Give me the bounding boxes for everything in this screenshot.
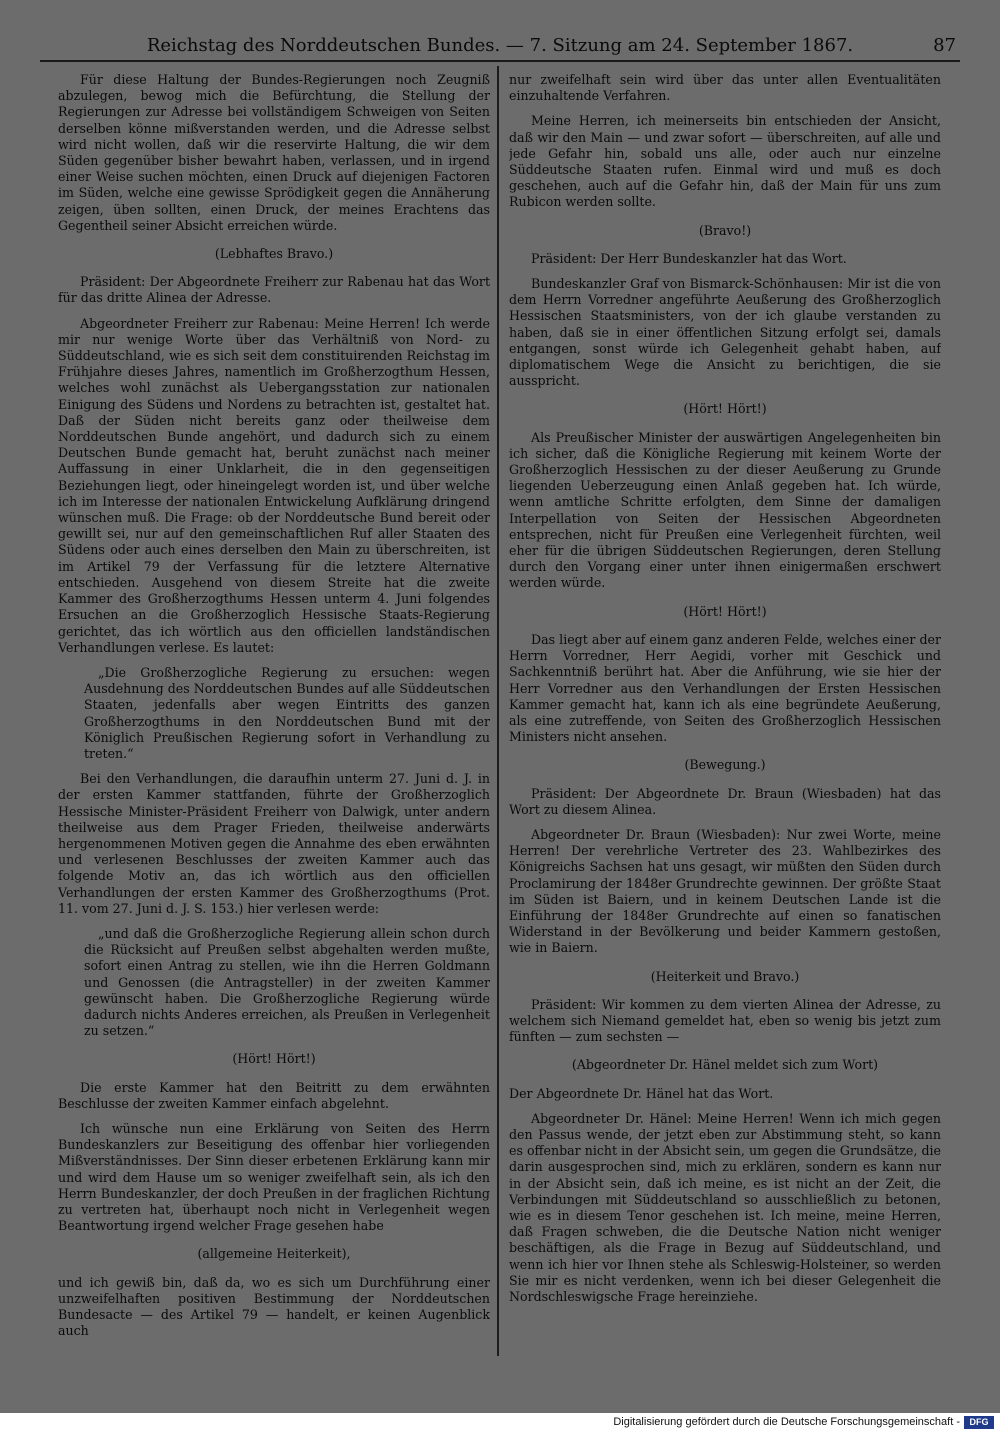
quotation: „und daß die Großherzogliche Regierung allein schon durch die Rücksicht auf Preußen selbst abgehalten werden mußte, sofort einen Antrag zu stellen, wie ihn die Herren Goldmann und Genossen (die Antragsteller) in der zweiten Kammer gewünscht haben. Die Großherzogliche Regierung würde dadurch nichts Anderes erreichen, als Preußen in Verlegenheit zu setzen.“: [84, 925, 490, 1039]
paragraph: Ich wünsche nun eine Erklärung von Seiten des Herrn Bundeskanzlers zur Beseitigung des offenbar hier vorliegenden Mißverständnisses. Der Sinn dieser erbetenen Erklärung kann mir und wird dem Hause um so weniger zweifelhaft sein, als ich den Herrn Bundeskanzler, der doch Preußen in der fraglichen Richtung zu vertreten hat, überhaupt noch nicht in Verlegenheit wegen Beantwortung irgend welcher Frage gesehen habe: [58, 1120, 490, 1234]
dfg-logo: DFG: [964, 1416, 994, 1429]
left-text-column: [58, 72, 490, 1357]
interjection: (Heiterkeit und Bravo.): [650, 968, 800, 984]
page-header: [40, 32, 960, 62]
paragraph: nur zweifelhaft sein wird über das unter allen Eventualitäten einzuhaltende Verfahren.: [509, 72, 941, 104]
quotation: „Die Großherzogliche Regierung zu ersuchen: wegen Ausdehnung des Norddeutschen Bundes auf alle Süddeutschen Staaten, jedenfalls aber wegen Eintritts des ganzen Großherzogthums in den Norddeutschen Bund mit der Königlich Preußischen Regierung sofort in Verhandlung zu treten.“: [84, 664, 490, 761]
paragraph: Abgeordneter Freiherr zur Rabenau: Meine Herren! Ich werde mir nur wenige Worte über das Verhältniß von Nord- zu Süddeutschland, wie es sich seit dem constituirenden Reichstag im Frühjahre dieses Jahres, namentlich im Großherzogthum Hessen, welches wohl zunächst als Uebergangsstation zur nationalen Einigung des Südens und Nordens zu betrachten ist, gestaltet hat. Daß der Süden nicht bereits ganz oder theilweise dem Norddeutschen Bunde angehört, und dadurch sich zu einem Deutschen Bunde gemacht hat, beruht zunächst nach meiner Auffassung in einer Unklarheit, die in den gegenseitigen Beziehungen liegt, oder hineingelegt worden ist, und über welche ich im Interesse der nationalen Entwickelung Aufklärung dringend wünschen muß. Die Frage: ob der Norddeutsche Bund bereit oder gewillt sei, nur auf den gemeinschaftlichen Ruf aller Staaten des Südens oder auch eines derselben den Main zu überschreiten, ist im Artikel 79 der Verfassung für die letztere Alternative entschieden. Ausgehend von diesem Streite hat die zweite Kammer des Großherzogthums Hessen unterm 4. Juni folgendes Ersuchen an die Großherzoglich Hessische Staats-Regierung gerichtet, das ich wörtlich aus den officiellen landständischen Verhandlungen verlese. Es lautet:: [58, 315, 490, 655]
right-text-column: [509, 72, 941, 1357]
footer-credit: Digitalisierung gefördert durch die Deutsche Forschungsgemeinschaft -: [613, 1416, 960, 1428]
interjection: (Bravo!): [698, 222, 752, 238]
header-title: Reichstag des Norddeutschen Bundes. — 7. Sitzung am 24. September 1867.: [146, 35, 854, 56]
paragraph: Meine Herren, ich meinerseits bin entschieden der Ansicht, daß wir den Main — und zwar sofort — überschreiten, auf alle und jede Gefahr hin, sobald uns alle, oder auch nur einzelne Süddeutsche Staaten rufen. Einmal wird und muß es doch geschehen, auch auf die Gefahr hin, daß der Main für uns zum Rubicon werden sollte.: [509, 113, 941, 210]
paragraph: Bei den Verhandlungen, die daraufhin unterm 27. Juni d. J. in der ersten Kammer stattfanden, führte der Großherzoglich Hessische Minister-Präsident Freiherr von Dalwigk, unter andern theilweise aus dem Prager Frieden, theilweise anderwärts hergenommenen Motiven gegen die Annahme des eben erwähnten und verlesenen Beschlusses der zweiten Kammer auch das folgende Motiv an, das ich wörtlich aus den officiellen Verhandlungen der ersten Kammer des Großherzogthums (Prot. 11. vom 27. Juni d. J. S. 153.) hier verlesen werde:: [58, 771, 490, 916]
interjection: (Hört! Hört!): [683, 401, 767, 417]
interjection: (Hört! Hört!): [683, 603, 767, 619]
paragraph: Präsident: Wir kommen zu dem vierten Alinea der Adresse, zu welchem sich Niemand gemeldet hat, eben so wenig bis jetzt zum fünften — zum sechsten —: [509, 996, 941, 1045]
interjection: (Abgeordneter Dr. Hänel meldet sich zum Wort): [571, 1057, 879, 1073]
paragraph: Das liegt aber auf einem ganz anderen Felde, welches einer der Herrn Vorredner, Herr Aegidi, vorher mit Geschick und Sachkenntniß berührt hat. Aber die Anführung, wie sie hier der Herr Vorredner aus den Verhandlungen der Ersten Hessischen Kammer gemacht hat, kann ich als eine begründete Aeußerung, als eine zutreffende, von Seiten des Großherzoglich Hessischen Ministers nicht ansehen.: [509, 631, 941, 745]
paragraph: Bundeskanzler Graf von Bismarck-Schönhausen: Mir ist die von dem Herrn Vorredner angeführte Aeußerung des Großherzoglich Hessischen Staatsministers, von der ich glaube verstanden zu haben, daß sie in einer öffentlichen Sitzung erfolgt sei, damals entgangen, sonst würde ich Gelegenheit gehabt haben, auf diplomatischem Wege die Ansicht zu berichtigen, die sie ausspricht.: [509, 276, 941, 389]
interjection: (allgemeine Heiterkeit),: [197, 1246, 351, 1262]
paragraph: Abgeordneter Dr. Braun (Wiesbaden): Nur zwei Worte, meine Herren! Der verehrliche Vertreter des 23. Wahlbezirkes des Königreichs Sachsen hat uns gesagt, wir müßten den Süden durch Proclamirung der 1848er Grundrechte gewinnen. Der größte Staat im Süden ist Baiern, und in keinem Deutschen Lande ist die Einführung der 1848er Grundrechte auf einen so fanatischen Widerstand in der Bevölkerung und beider Kammern gestoßen, wie in Baiern.: [509, 826, 941, 956]
page-number: 87: [933, 35, 956, 56]
footer-bar: [0, 1413, 1000, 1432]
paragraph: Die erste Kammer hat den Beitritt zu dem erwähnten Beschlusse der zweiten Kammer einfach abgelehnt.: [58, 1079, 490, 1111]
paragraph: Der Abgeordnete Dr. Hänel hat das Wort.: [509, 1085, 774, 1101]
interjection: (Lebhaftes Bravo.): [214, 246, 334, 262]
paragraph: Präsident: Der Abgeordnete Dr. Braun (Wiesbaden) hat das Wort zu diesem Alinea.: [509, 785, 941, 817]
column-divider: [497, 66, 499, 1356]
interjection: (Hört! Hört!): [232, 1051, 316, 1067]
paragraph: und ich gewiß bin, daß da, wo es sich um Durchführung einer unzweifelhaften positiven Bestimmung der Norddeutschen Bundesacte — des Artikel 79 — handelt, er keinen Augenblick auch: [58, 1274, 490, 1339]
paragraph: Als Preußischer Minister der auswärtigen Angelegenheiten bin ich sicher, daß die Königliche Regierung mit keinem Worte der Großherzoglich Hessischen zu der dieser Aeußerung zu Grunde liegenden Ueberzeugung einen Anlaß gegeben hat. Ich würde, wenn amtliche Schritte erfolgten, dem Sinne der damaligen Interpellation von Seiten der Hessischen Abgeordneten entsprechen, nicht für Preußen eine Verlegenheit fürchten, weil eher für die übrigen Süddeutschen Regierungen, deren Stellung durch den Vorgang einer unter ihnen einigermaßen erschwert werden würde.: [509, 429, 941, 591]
paragraph: Abgeordneter Dr. Hänel: Meine Herren! Wenn ich mich gegen den Passus wende, der jetzt eben zur Abstimmung steht, so kann es offenbar nicht in der Absicht sein, um gegen die Grundsätze, die darin ausgesprochen sind, mich zu erklären, sondern es kann nur in der Absicht sein, daß ich meine, es ist nicht an der Zeit, die Verbindungen mit Süddeutschland so ausschließlich zu betonen, wie es in diesem Tenor geschehen ist. Ich meine, meine Herren, daß Fragen schweben, die die Deutsche Nation nicht weniger beschäftigen, als die Frage in Bezug auf Süddeutschland, und wenn ich hier vor Ihnen stehe als Schleswig-Holsteiner, so werden Sie mir es nicht verdenken, wenn ich bei dieser Gelegenheit die Nordschleswigsche Frage hereinziehe.: [509, 1110, 941, 1304]
interjection: (Bewegung.): [684, 757, 766, 773]
paragraph: Präsident: Der Abgeordnete Freiherr zur Rabenau hat das Wort für das dritte Alinea der Adresse.: [58, 274, 490, 306]
paragraph: Für diese Haltung der Bundes-Regierungen noch Zeugniß abzulegen, bewog mich die Befürchtung, die Stellung der Regierungen zur Adresse bei vollständigem Schweigen von Seiten derselben könne mißverstanden werden, und die Adresse selbst wird nicht wollen, daß wir die reservirte Haltung, die wir dem Süden gegenüber bisher bewahrt haben, verlassen, und in irgend einer Weise suchen möchten, einen Druck auf diejenigen Factoren im Süden, welche eine gewisse Sprödigkeit gegen die Annäherung zeigen, üben sollten, einen Druck, der meines Erachtens das Gegentheil seiner Absicht erreichen würde.: [58, 72, 490, 233]
paragraph: Präsident: Der Herr Bundeskanzler hat das Wort.: [531, 250, 847, 266]
